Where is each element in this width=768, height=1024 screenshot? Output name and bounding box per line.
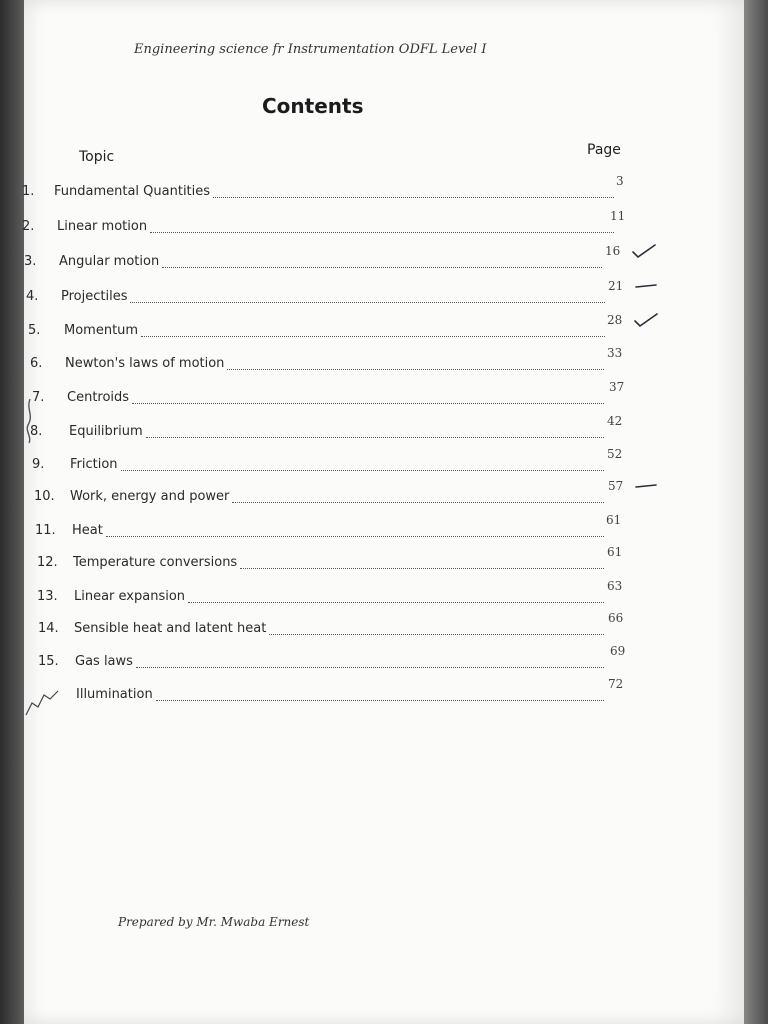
toc-entry-page: 33 (607, 346, 623, 360)
column-header-page: Page (587, 142, 621, 158)
toc-entry-page: 57 (608, 479, 624, 493)
toc-entry (24, 313, 724, 341)
toc-entry-number: 8. (30, 424, 43, 439)
toc-entry-title: Friction (70, 457, 118, 472)
toc-entry-title: Momentum (64, 323, 139, 338)
toc-entry (24, 611, 724, 639)
check-mark-icon (631, 242, 657, 260)
toc-dot-leader (130, 302, 605, 303)
toc-entry-title: Centroids (67, 390, 130, 405)
toc-dot-leader (150, 232, 614, 233)
check-mark-icon (633, 311, 659, 329)
toc-entry-number: 9. (32, 457, 45, 472)
toc-entry (24, 346, 724, 374)
document-footer: Prepared by Mr. Mwaba Ernest (118, 915, 310, 929)
toc-entry-number: 14. (38, 621, 59, 636)
toc-entry-number: 15. (38, 654, 59, 669)
toc-entry (24, 644, 724, 672)
toc-entry-number: 10. (34, 489, 55, 504)
dash-mark-icon (634, 477, 660, 495)
toc-dot-leader (232, 502, 604, 503)
toc-entry-title: Fundamental Quantities (54, 184, 211, 199)
document-header: Engineering science fr Instrumentation ODFL Level I (134, 42, 487, 57)
toc-entry-page: 69 (610, 644, 626, 658)
toc-entry (24, 677, 724, 705)
toc-entry-title: Linear motion (57, 219, 148, 234)
toc-entry-number: 3. (24, 254, 37, 269)
toc-entry (24, 244, 724, 272)
toc-entry (24, 380, 724, 408)
dash-mark-icon (634, 277, 660, 295)
toc-entry (24, 414, 724, 442)
margin-scribble-icon (24, 395, 44, 445)
toc-entry-page: 61 (606, 513, 622, 527)
toc-entry-title: Equilibrium (69, 424, 143, 439)
toc-dot-leader (146, 437, 604, 438)
toc-entry (24, 279, 724, 307)
toc-entry-title: Gas laws (75, 654, 133, 669)
toc-entry-number: 4. (26, 289, 39, 304)
toc-entry (24, 579, 724, 607)
toc-entry (24, 513, 724, 541)
toc-entry-page: 3 (616, 174, 624, 188)
toc-entry-page: 21 (608, 279, 624, 293)
paper-tear-icon (24, 685, 64, 725)
toc-entry-number: 11. (35, 523, 56, 538)
toc-entry-number: 6. (30, 356, 43, 371)
toc-entry-title: Projectiles (61, 289, 128, 304)
toc-entry-number: 1. (22, 184, 35, 199)
toc-entry-page: 28 (607, 313, 623, 327)
column-header-topic: Topic (79, 149, 115, 165)
toc-entry-number: 2. (22, 219, 35, 234)
toc-entry-title: Linear expansion (74, 589, 186, 604)
toc-entry (24, 545, 724, 573)
toc-entry-page: 66 (608, 611, 624, 625)
toc-entry-title: Temperature conversions (73, 555, 238, 570)
toc-entry-number: 12. (37, 555, 58, 570)
toc-entry-title: Work, energy and power (70, 489, 230, 504)
toc-entry-page: 42 (607, 414, 623, 428)
toc-dot-leader (141, 336, 605, 337)
toc-dot-leader (188, 602, 604, 603)
toc-entry (24, 479, 724, 507)
toc-dot-leader (213, 197, 614, 198)
page-title: Contents (262, 94, 364, 118)
toc-dot-leader (106, 536, 604, 537)
toc-entry-title: Illumination (76, 687, 153, 702)
toc-entry-title: Newton's laws of motion (65, 356, 225, 371)
toc-entry-page: 16 (605, 244, 621, 258)
toc-entry (22, 174, 724, 202)
toc-entry (24, 447, 724, 475)
document-page (24, 0, 744, 1024)
toc-dot-leader (162, 267, 602, 268)
toc-dot-leader (269, 634, 604, 635)
toc-entry-page: 61 (607, 545, 623, 559)
toc-entry-title: Sensible heat and latent heat (74, 621, 267, 636)
toc-dot-leader (156, 700, 604, 701)
toc-entry-page: 37 (609, 380, 625, 394)
toc-dot-leader (227, 369, 604, 370)
toc-dot-leader (132, 403, 604, 404)
toc-entry-number: 5. (28, 323, 41, 338)
toc-dot-leader (240, 568, 604, 569)
toc-entry-number: 7. (32, 390, 45, 405)
toc-entry-page: 72 (608, 677, 624, 691)
toc-entry-page: 52 (607, 447, 623, 461)
toc-entry-title: Heat (72, 523, 103, 538)
toc-entry-title: Angular motion (59, 254, 160, 269)
toc-dot-leader (136, 667, 604, 668)
toc-entry (22, 209, 724, 237)
toc-entry-page: 63 (607, 579, 623, 593)
toc-dot-leader (121, 470, 604, 471)
toc-entry-page: 11 (610, 209, 626, 223)
toc-entry-number: 13. (37, 589, 58, 604)
